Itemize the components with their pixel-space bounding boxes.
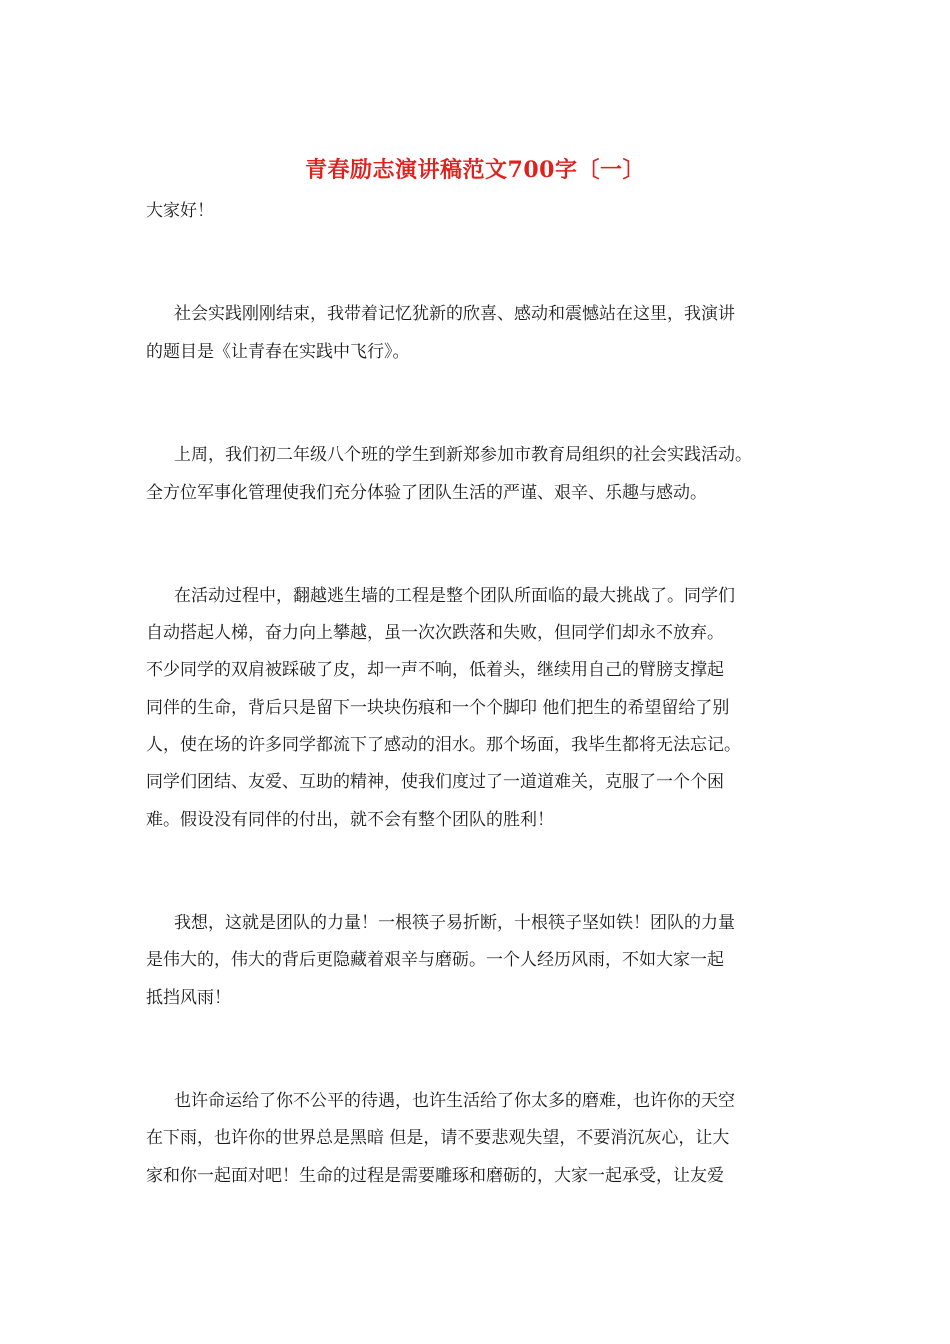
paragraph-3-line-6: 同学们团结、友爱、互助的精神，使我们度过了一道道难关，克服了一个个困 <box>146 772 724 792</box>
paragraph-3-line-5: 人，使在场的许多同学都流下了感动的泪水。那个场面，我毕生都将无法忘记。 <box>146 735 741 755</box>
paragraph-4-line-2: 是伟大的，伟大的背后更隐藏着艰辛与磨砺。一个人经历风雨，不如大家一起 <box>146 950 724 970</box>
paragraph-1-line-2: 的题目是《让青春在实践中飞行》。 <box>146 342 410 362</box>
paragraph-4-line-3: 抵挡风雨！ <box>146 988 231 1008</box>
document-title: 青春励志演讲稿范文700字〔一〕 <box>305 157 645 183</box>
paragraph-2-line-1: 上周，我们初二年级八个班的学生到新郑参加市教育局组织的社会实践活动。 <box>174 445 752 465</box>
paragraph-1-line-1: 社会实践刚刚结束，我带着记忆犹新的欣喜、感动和震憾站在这里，我演讲 <box>174 304 735 324</box>
greeting: 大家好！ <box>146 201 214 221</box>
paragraph-2-line-2: 全方位军事化管理使我们充分体验了团队生活的严谨、艰辛、乐趣与感动。 <box>146 483 707 503</box>
paragraph-3-line-7: 难。假设没有同伴的付出，就不会有整个团队的胜利！ <box>146 810 554 830</box>
paragraph-3-line-2: 自动搭起人梯，奋力向上攀越，虽一次次跌落和失败，但同学们却永不放弃。 <box>146 623 724 643</box>
paragraph-5-line-1: 也许命运给了你不公平的待遇，也许生活给了你太多的磨难，也许你的天空 <box>174 1091 735 1111</box>
paragraph-3-line-1: 在活动过程中，翻越逃生墙的工程是整个团队所面临的最大挑战了。同学们 <box>174 586 735 606</box>
paragraph-4-line-1: 我想，这就是团队的力量！一根筷子易折断，十根筷子坚如铁！团队的力量 <box>174 913 735 933</box>
paragraph-3-line-3: 不少同学的双肩被踩破了皮，却一声不响，低着头，继续用自己的臂膀支撑起 <box>146 660 724 680</box>
paragraph-5-line-2: 在下雨，也许你的世界总是黑暗 但是，请不要悲观失望，不要消沉灰心，让大 <box>146 1128 730 1148</box>
paragraph-3-line-4: 同伴的生命，背后只是留下一块块伤痕和一个个脚印 他们把生的希望留给了别 <box>146 698 730 718</box>
paragraph-5-line-3: 家和你一起面对吧！生命的过程是需要雕琢和磨砺的，大家一起承受，让友爱 <box>146 1166 724 1186</box>
